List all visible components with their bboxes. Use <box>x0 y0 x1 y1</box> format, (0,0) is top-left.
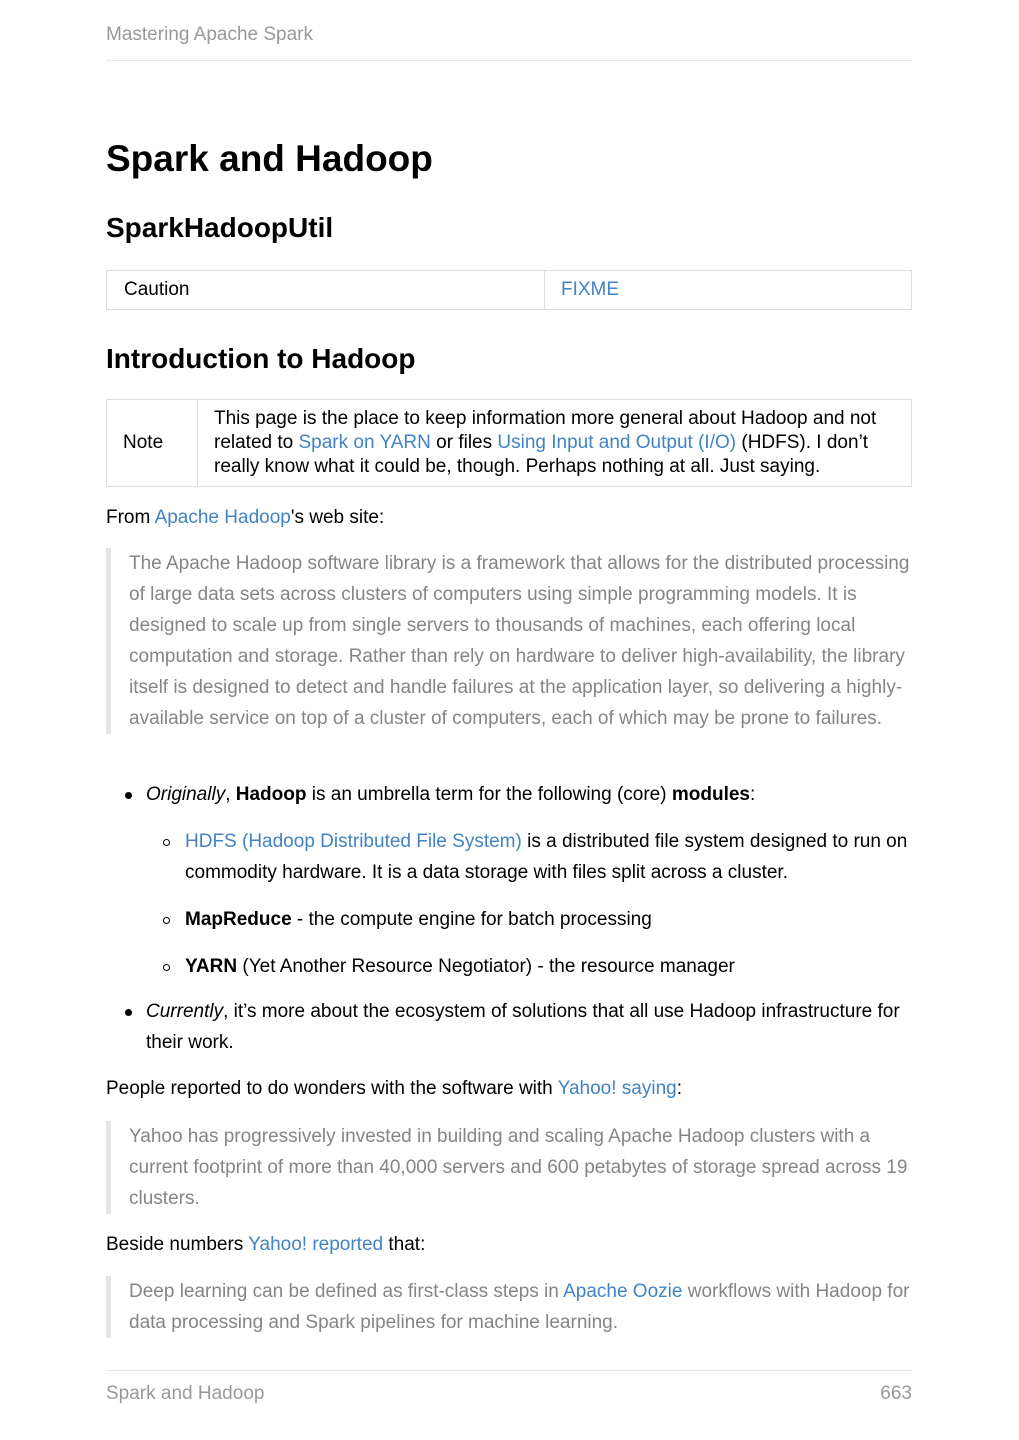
caution-admonition <box>106 270 912 310</box>
bullet-icon <box>163 917 170 924</box>
note-text: (HDFS). I don’t really know what it could be, though. Perhaps nothing at all. Just saying. <box>214 432 869 477</box>
hadoop-quote: The Apache Hadoop software library is a framework that allows for the distributed processing of large data sets across clusters of computers using simple programming models. It is designed to scale up from single servers to thousands of machines, each offering local computation and storage. Rather than rely on hardware to deliver high-availability, the library itself is designed to detect and handle failures at the application layer, so delivering a highly-available service on top of a cluster of computers, each of which may be prone to failures. <box>106 548 912 734</box>
list-text: (Yet Another Resource Negotiator) - the resource manager <box>237 956 735 977</box>
yahoo-saying-link[interactable]: Yahoo! saying <box>557 1078 677 1099</box>
footer-chapter: Spark and Hadoop <box>106 1383 265 1404</box>
list-text: , <box>225 784 236 805</box>
list-text: is a distributed file system designed to run on commodity hardware. It is a data storage with files split across a cluster. <box>185 831 908 883</box>
fixme-link[interactable]: FIXME <box>561 279 620 300</box>
from-paragraph <box>106 502 912 533</box>
quote-text: Deep learning can be defined as first-class steps in <box>129 1281 564 1302</box>
bullet-icon <box>163 839 170 846</box>
list-item <box>106 904 912 935</box>
quote-text: workflows with Hadoop for data processing and Spark pipelines for machine learning. <box>129 1281 910 1333</box>
list-text: : <box>749 784 756 805</box>
bullet-icon <box>125 792 132 799</box>
section-heading-introduction: Introduction to Hadoop <box>106 343 416 374</box>
emphasis-text: Originally <box>146 784 226 805</box>
list-item <box>106 779 912 810</box>
list-text: , it’s more about the ecosystem of solutions that all use Hadoop infrastructure for their work. <box>146 1001 900 1053</box>
paragraph-text: From <box>106 507 155 528</box>
page-title: Spark and Hadoop <box>106 138 433 179</box>
paragraph-text: 's web site: <box>290 507 385 528</box>
list-text: is an umbrella term for the following (core) <box>306 784 672 805</box>
note-body <box>198 400 912 487</box>
page-footer <box>106 1370 912 1405</box>
paragraph-text: that: <box>383 1234 426 1255</box>
note-text: or files <box>430 432 498 453</box>
note-text: This page is the place to keep information more general about Hadoop and not related to <box>214 408 877 453</box>
apache-oozie-link[interactable]: Apache Oozie <box>563 1281 683 1302</box>
apache-hadoop-link[interactable]: Apache Hadoop <box>154 507 291 528</box>
paragraph-text: : <box>676 1078 682 1099</box>
note-admonition <box>106 399 912 487</box>
list-text: - the compute engine for batch processing <box>291 909 652 930</box>
beside-paragraph <box>106 1229 912 1260</box>
deep-learning-quote <box>106 1276 912 1338</box>
paragraph-text: People reported to do wonders with the software with <box>106 1078 558 1099</box>
section-heading-sparkhadooputil: SparkHadoopUtil <box>106 212 334 243</box>
book-title: Mastering Apache Spark <box>106 24 314 45</box>
list-item <box>106 951 912 982</box>
emphasis-text: Currently <box>146 1001 224 1022</box>
yahoo-quote: Yahoo has progressively invested in building and scaling Apache Hadoop clusters with a current footprint of more than 40,000 servers and 600 petabytes of storage spread across 19 clusters. <box>106 1121 912 1214</box>
yahoo-reported-link[interactable]: Yahoo! reported <box>248 1234 384 1255</box>
strong-text: Hadoop <box>235 784 307 805</box>
people-paragraph <box>106 1073 912 1104</box>
page-header <box>106 24 912 61</box>
note-label: Note <box>107 400 198 487</box>
list-item <box>106 826 912 888</box>
input-output-link[interactable]: Using Input and Output (I/O) <box>497 432 737 453</box>
list-item <box>106 996 912 1058</box>
hadoop-modules-list <box>106 779 912 1058</box>
bullet-icon <box>163 964 170 971</box>
strong-text: modules <box>671 784 750 805</box>
strong-text: YARN <box>185 956 238 977</box>
paragraph-text: Beside numbers <box>106 1234 249 1255</box>
strong-text: MapReduce <box>185 909 292 930</box>
spark-on-yarn-link[interactable]: Spark on YARN <box>298 432 431 453</box>
caution-label: Caution <box>107 271 545 310</box>
bullet-icon <box>125 1009 132 1016</box>
hdfs-link[interactable]: HDFS (Hadoop Distributed File System) <box>185 831 522 852</box>
page-number: 663 <box>880 1383 912 1404</box>
